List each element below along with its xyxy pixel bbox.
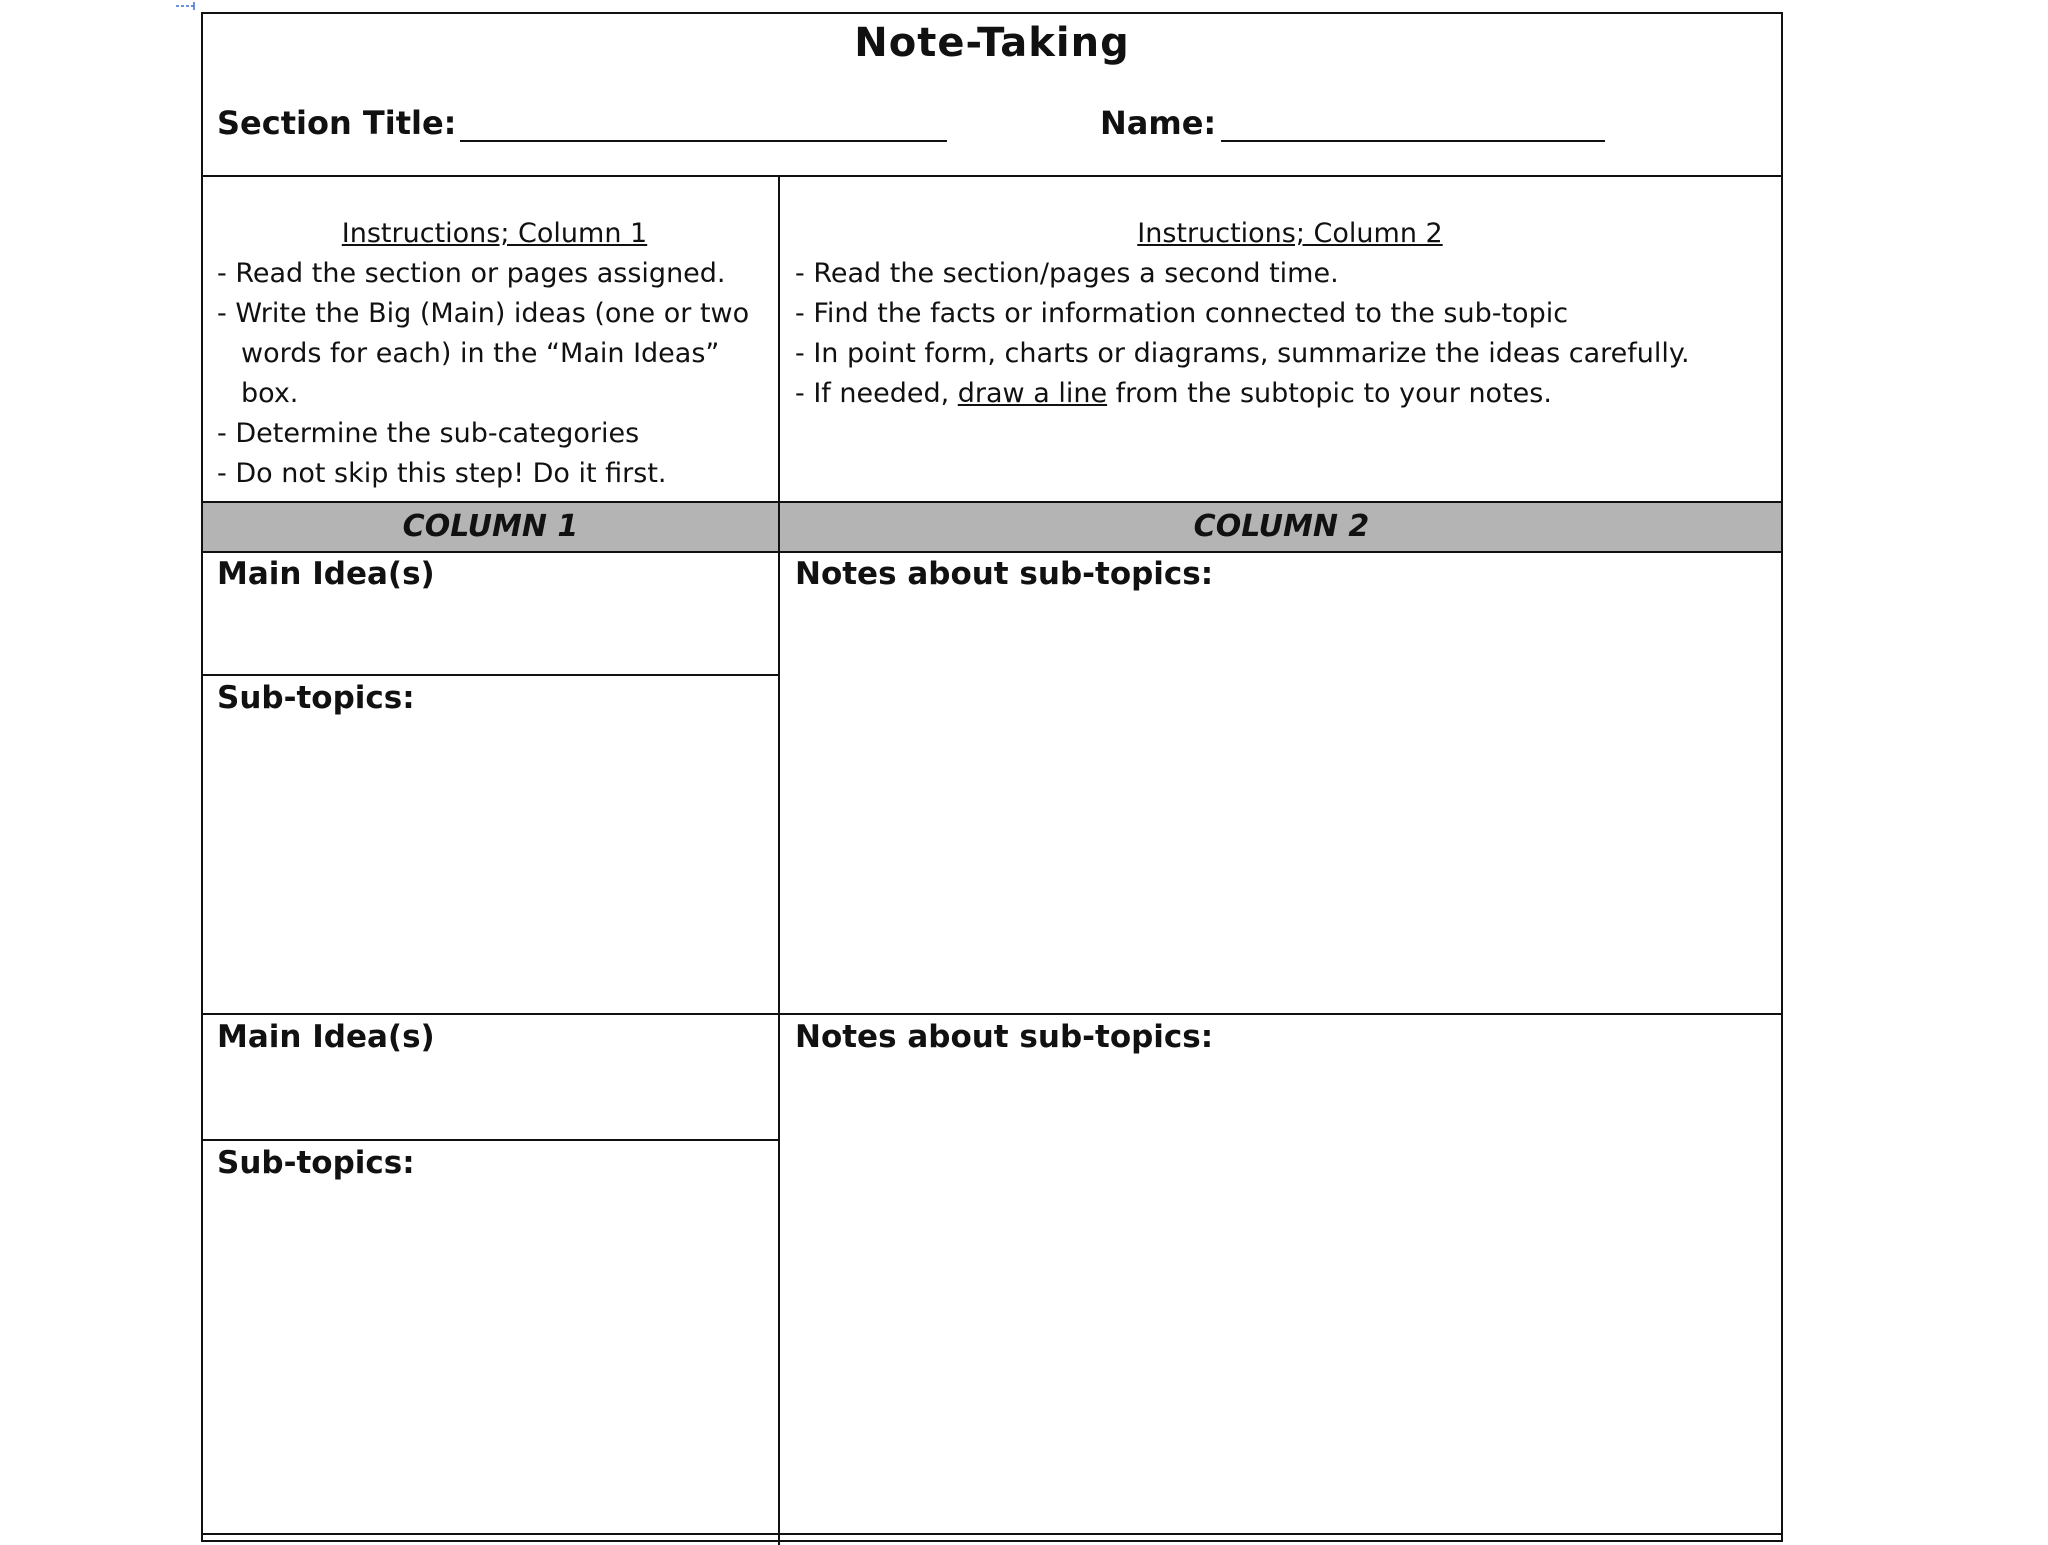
- instruction-item: - Determine the sub-categories: [217, 418, 640, 449]
- instruction-underlined: draw a line: [957, 378, 1108, 409]
- column-2-header: COLUMN 2: [1193, 509, 1370, 544]
- instructions-column-1: [217, 214, 772, 494]
- instruction-item: - In point form, charts or diagrams, summarize the ideas carefully.: [795, 338, 1690, 369]
- section-title-label: Section Title:: [217, 104, 457, 142]
- instruction-suffix: from the subtopic to your notes.: [1107, 378, 1552, 409]
- name-label: Name:: [1100, 104, 1217, 142]
- subtopics-label: Sub-topics:: [217, 1145, 415, 1181]
- block-divider: [203, 1013, 1781, 1015]
- main-idea-label: Main Idea(s): [217, 556, 435, 592]
- instruction-item: - Do not skip this step! Do it first.: [217, 458, 667, 489]
- band-divider: [778, 503, 780, 551]
- instruction-item: - Write the Big (Main) ideas (one or two words for each) in the “Main Ideas” box.: [217, 298, 750, 409]
- page-anchor-icon: [176, 0, 198, 12]
- main-idea-divider: [203, 1139, 778, 1141]
- page-title: Note-Taking: [854, 20, 1130, 66]
- column-1-header: COLUMN 1: [402, 509, 579, 544]
- instruction-item: [795, 374, 1785, 414]
- band-bottom-line: [203, 551, 1781, 553]
- column-divider: [778, 175, 780, 1545]
- section-title-line[interactable]: [460, 140, 947, 142]
- block-divider: [203, 1533, 1781, 1535]
- subtopics-label: Sub-topics:: [217, 680, 415, 716]
- instructions-column-2: [795, 214, 1785, 414]
- header-divider: [203, 175, 1781, 177]
- instruction-item: - Find the facts or information connected to the sub-topic: [795, 298, 1569, 329]
- instruction-item: - Read the section/pages a second time.: [795, 258, 1339, 289]
- instructions-column-2-heading: Instructions; Column 2: [1137, 218, 1443, 249]
- instruction-item: - Read the section or pages assigned.: [217, 258, 726, 289]
- main-idea-label: Main Idea(s): [217, 1019, 435, 1055]
- main-idea-divider: [203, 674, 778, 676]
- notes-label: Notes about sub-topics:: [795, 1019, 1214, 1055]
- instructions-column-1-heading: Instructions; Column 1: [341, 218, 648, 249]
- instruction-prefix: - If needed,: [795, 378, 958, 409]
- notes-label: Notes about sub-topics:: [795, 556, 1214, 592]
- note-taking-sheet: [201, 12, 1783, 1542]
- name-line[interactable]: [1221, 140, 1605, 142]
